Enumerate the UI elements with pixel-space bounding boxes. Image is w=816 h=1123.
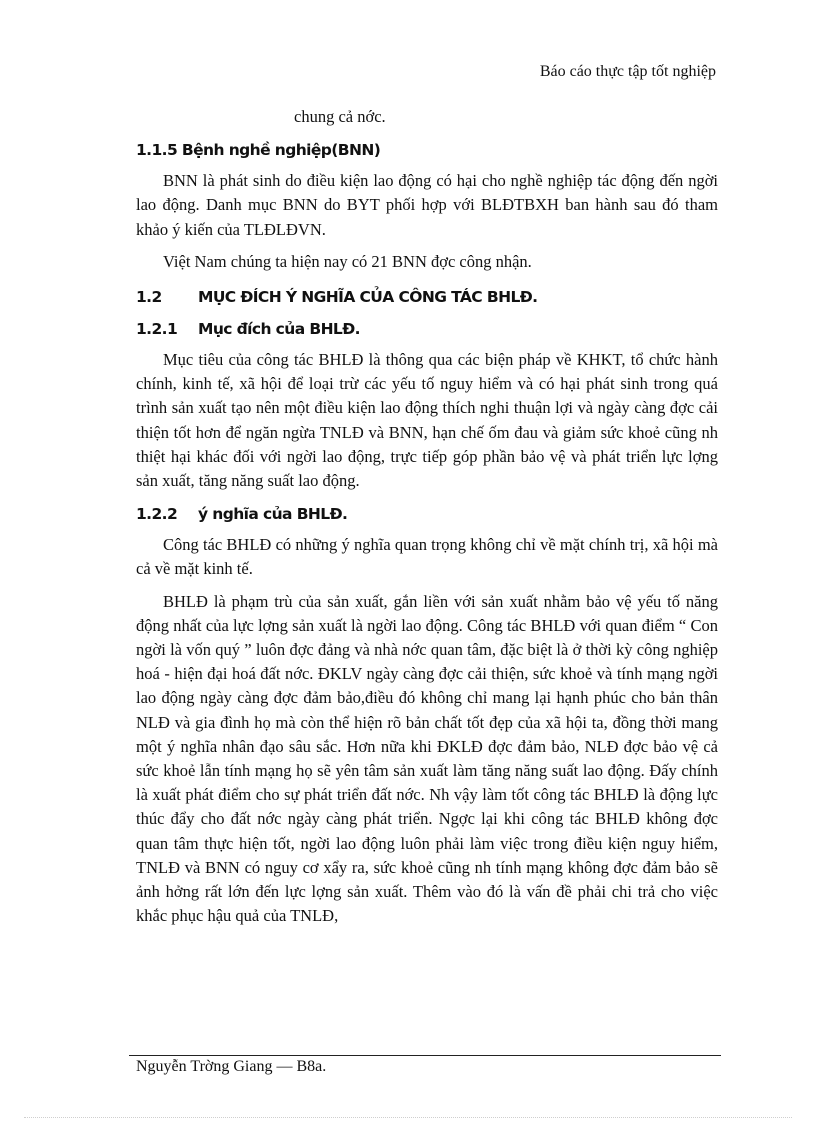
heading-1-2-2 [136, 503, 718, 525]
footer-divider [129, 1055, 721, 1056]
page-edge-dotted-line [24, 1117, 792, 1118]
paragraph-pham-tru: BHLĐ là phạm trù của sản xuất, gắn liền với sản xuất nhằm bảo vệ yếu tố năng động nhất của lực lợng sản xuất là ngời lao động. Công tác BHLĐ với quan điểm “ Con ngời là vốn quý ” luôn đợc đảng và nhà nớc quan tâm, đặc biệt là ở thời kỳ công nghiệp hoá - hiện đại hoá đất nớc. ĐKLV ngày càng đợc cải thiện, sức khoẻ và tính mạng ngời lao động ngày càng đợc đảm bảo,điều đó không chỉ mang lại hạnh phúc cho bản thân NLĐ và gia đình họ mà còn thể hiện rõ bản chất tốt đẹp của xã hội ta, đồng thời mang một ý nghĩa nhân đạo sâu sắc. Hơn nữa khi ĐKLĐ đợc đảm bảo, NLĐ đợc bảo vệ cả sức khoẻ lẫn tính mạng họ sẽ yên tâm sản xuất làm tăng năng suất lao động. Đấy chính là xuất phát điểm cho sự phát triển đất nớc. Nh vậy làm tốt công tác BHLĐ là động lực thúc đẩy cho đất nớc ngày càng phát triển. Ngợc lại khi công tác BHLĐ không đợc quan tâm thực hiện tốt, ngời lao động luôn phải làm việc trong điều kiện nguy hiểm, TNLĐ và BNN có nguy cơ xẩy ra, sức khoẻ cũng nh tính mạng không đợc đảm bảo sẽ ảnh hởng rất lớn đến lực lợng sản xuất. Thêm vào đó là vấn đề phải chi trả cho việc khắc phục hậu quả của TNLĐ, [136, 591, 718, 926]
heading-1-1-5: 1.1.5 Bệnh nghề nghiệp(BNN) [136, 141, 381, 160]
paragraph-muc-tieu: Mục tiêu của công tác BHLĐ là thông qua các biện pháp về KHKT, tổ chức hành chính, kinh tế, xã hội để loại trừ các yếu tố nguy hiểm và có hại phát sinh trong quá trình sản xuất tạo nên một điều kiện lao động thích nghi thuận lợi và ngày càng đợc cải thiện tốt hơn để ngăn ngừa TNLĐ và BNN, hạn chế ốm đau và giảm sức khoẻ cũng nh thiệt hại khác đối với ngời lao động, trực tiếp góp phần bảo vệ và phát triển lực lợng sản xuất, tăng năng suất lao động. [136, 350, 718, 491]
heading-1-2-text: MỤC ĐÍCH Ý NGHĨA CỦA CÔNG TÁC BHLĐ. [198, 288, 538, 307]
heading-1-2-1 [136, 318, 718, 340]
heading-1-2-2-text: ý nghĩa của BHLĐ. [198, 505, 348, 524]
body-text [136, 105, 718, 928]
heading-1-2-1-number: 1.2.1 [136, 320, 178, 339]
heading-1-2-2-number: 1.2.2 [136, 505, 178, 524]
paragraph-bnn-count: Việt Nam chúng ta hiện nay có 21 BNN đợc công nhận. [163, 251, 532, 271]
footer-author: Nguyễn Trờng Giang — B8a. [136, 1058, 327, 1075]
heading-1-2-number: 1.2 [136, 288, 162, 307]
paragraph-y-nghia: Công tác BHLĐ có những ý nghĩa quan trọng không chỉ về mặt chính trị, xã hội mà cả về mặt kinh tế. [136, 535, 718, 579]
intro-continuation: chung cả nớc. [294, 107, 386, 126]
heading-1-2 [136, 286, 718, 308]
running-header: Báo cáo thực tập tốt nghiệp [539, 63, 716, 80]
paragraph-bnn-definition: BNN là phát sinh do điều kiện lao động có hại cho nghề nghiệp tác động đến ngời lao động. Danh mục BNN do BYT phối hợp với BLĐTBXH ban hành sau đó tham khảo ý kiến của TLĐLĐVN. [136, 171, 718, 239]
heading-1-2-1-text: Mục đích của BHLĐ. [198, 320, 360, 339]
